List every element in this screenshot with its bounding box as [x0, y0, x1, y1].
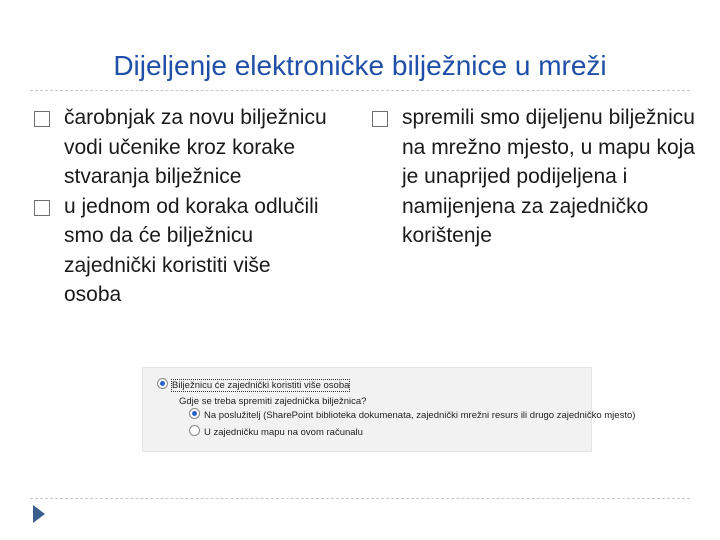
bullet-text: spremili smo dijeljenu bilježnicu na mrežno mjesto, u mapu koja je unaprijed podijeljena i namijenjena za zajedničko korištenje — [402, 106, 695, 247]
option-network-row — [189, 408, 635, 423]
wizard-screenshot — [142, 367, 636, 452]
option-computer-label: U zajedničku mapu na ovom računalu — [204, 427, 363, 438]
bottom-divider — [30, 498, 690, 499]
bullet-item — [30, 103, 330, 192]
square-bullet-icon — [372, 111, 388, 127]
option-computer-row — [189, 425, 363, 440]
square-bullet-icon — [34, 111, 50, 127]
bullet-item — [30, 192, 330, 310]
option-shared-label: Bilježnicu će zajednički koristiti više osoba — [172, 380, 350, 391]
top-divider — [30, 90, 690, 91]
bullet-text: čarobnjak za novu bilježnicu vodi učenike kroz korake stvaranja bilježnice — [64, 106, 327, 188]
question-label: Gdje se treba spremiti zajednička bilježnica? — [179, 396, 367, 407]
left-column — [30, 103, 330, 310]
bullet-text: u jednom od koraka odlučili smo da će bilježnicu zajednički koristiti više osoba — [64, 194, 319, 306]
option-shared-row — [157, 378, 349, 393]
square-bullet-icon — [34, 200, 50, 216]
radio-selected-icon — [189, 408, 200, 419]
bullet-item — [368, 103, 698, 251]
triangle-right-icon[interactable] — [33, 505, 45, 523]
slide-title: Dijeljenje elektroničke bilježnice u mreži — [113, 50, 607, 81]
option-network-label: Na poslužitelj (SharePoint biblioteka dokumenata, zajednički mrežni resurs ili drugo zajedničko mjesto) — [204, 410, 636, 421]
radio-empty-icon — [189, 425, 200, 436]
right-column — [368, 103, 698, 251]
radio-selected-icon — [157, 378, 168, 389]
